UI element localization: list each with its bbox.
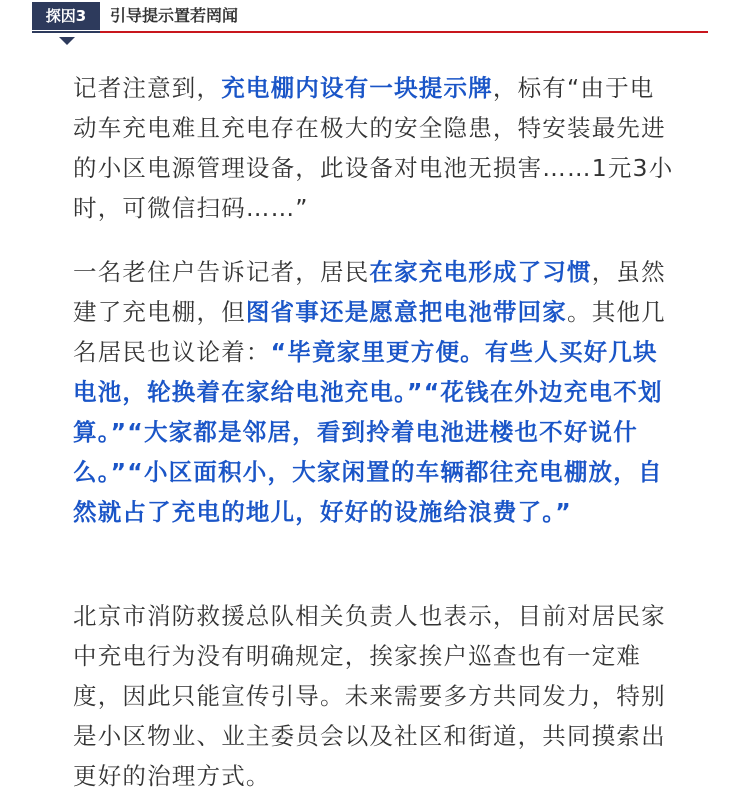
highlight-segment: 图省事还是愿意把电池带回家 xyxy=(245,298,568,326)
highlight-segment: 充电棚内设有一块提示牌 xyxy=(221,74,493,102)
text-segment: 记者注意到， xyxy=(73,74,222,102)
highlight-segment: “毕竟家里更方便。有些人买好几块电池，轮换着在家给电池充电。”“花钱在外边充电不划算。”“大家都是邻居，看到拎着电池进楼也不好说什么。”“小区面积小，大家闲置的车辆都往充电棚放，自然就占了充电的地儿，好好的设施给浪费了。” xyxy=(73,338,663,526)
paragraph-2 xyxy=(73,252,675,532)
text-segment: ，标有“由于电动车充电难且充电存在极大的安全隐患，特安装最先进的小区电源管理设备，此设备对电池无损害……1元3小时，可微信扫码……” xyxy=(73,74,674,222)
article-body xyxy=(73,68,675,796)
highlight-segment: 在家充电形成了习惯 xyxy=(369,258,592,286)
text-segment: 一名老住户告诉记者，居民 xyxy=(73,258,370,286)
header-rule xyxy=(100,31,708,33)
paragraph-1 xyxy=(73,68,675,228)
text-segment: ，虽然建了充电棚，但 xyxy=(73,258,666,326)
paragraph-3 xyxy=(73,596,675,796)
section-tag: 探因3 xyxy=(32,2,100,30)
text-segment: 北京市消防救援总队相关负责人也表示，目前对居民家中充电行为没有明确规定，挨家挨户巡查也有一定难度，因此只能宣传引导。未来需要多方共同发力，特别是小区物业、业主委员会以及社区和街道，共同摸索出更好的治理方式。 xyxy=(73,602,666,790)
section-header xyxy=(32,0,708,46)
header-rule-left xyxy=(32,31,100,33)
section-title: 引导提示置若罔闻 xyxy=(110,6,239,25)
text-segment: 。其他几名居民也议论着： xyxy=(73,298,666,366)
tag-pointer-icon xyxy=(59,37,75,45)
